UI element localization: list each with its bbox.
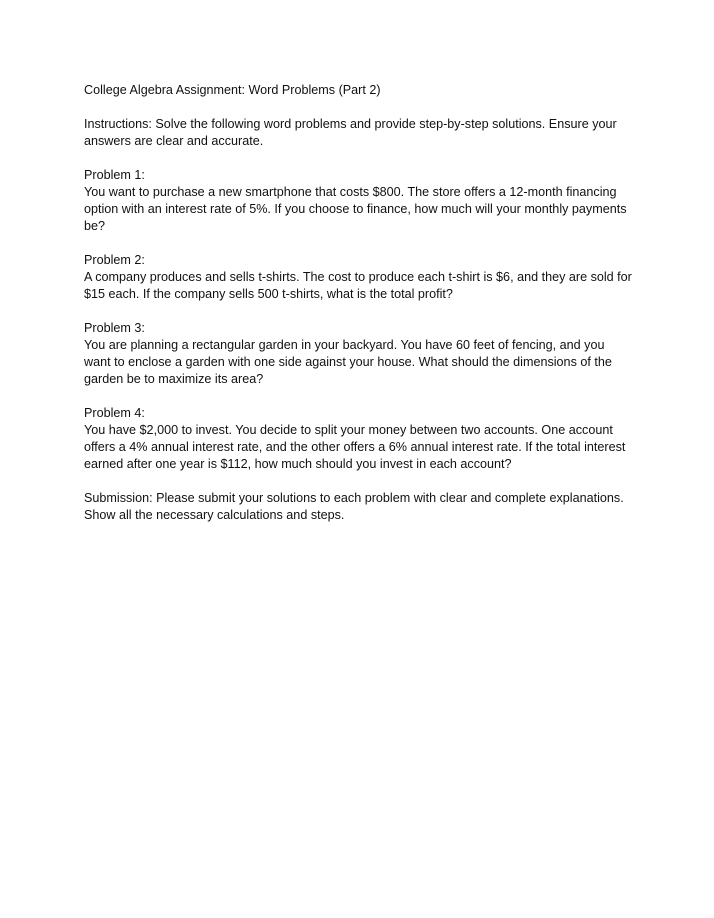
problem-heading: Problem 2: bbox=[84, 253, 145, 267]
instructions-paragraph: Instructions: Solve the following word problems and provide step-by-step solutions. Ensure your answers are clear and accurate. bbox=[84, 117, 617, 148]
problem-1 bbox=[84, 167, 634, 235]
problem-text: You have $2,000 to invest. You decide to split your money between two accounts. One account offers a 4% annual interest rate, and the other offers a 6% annual interest rate. If the total interest earned after one year is $112, how much should you invest in each account? bbox=[84, 423, 626, 471]
problem-heading: Problem 3: bbox=[84, 321, 145, 335]
problem-text: You are planning a rectangular garden in your backyard. You have 60 feet of fencing, and you want to enclose a garden with one side against your house. What should the dimensions of the garden be to maximize its area? bbox=[84, 338, 612, 386]
problem-2 bbox=[84, 252, 634, 303]
problem-heading: Problem 1: bbox=[84, 168, 145, 182]
document-title: College Algebra Assignment: Word Problems (Part 2) bbox=[84, 83, 381, 97]
problem-4 bbox=[84, 405, 634, 473]
submission-paragraph: Submission: Please submit your solutions to each problem with clear and complete explanations. Show all the necessary calculations and steps. bbox=[84, 491, 624, 522]
problem-3 bbox=[84, 320, 634, 388]
document-page bbox=[84, 82, 634, 541]
problem-text: You want to purchase a new smartphone that costs $800. The store offers a 12-month financing option with an interest rate of 5%. If you choose to finance, how much will your monthly payments be? bbox=[84, 185, 627, 233]
problem-heading: Problem 4: bbox=[84, 406, 145, 420]
problem-text: A company produces and sells t-shirts. The cost to produce each t-shirt is $6, and they are sold for $15 each. If the company sells 500 t-shirts, what is the total profit? bbox=[84, 270, 632, 301]
